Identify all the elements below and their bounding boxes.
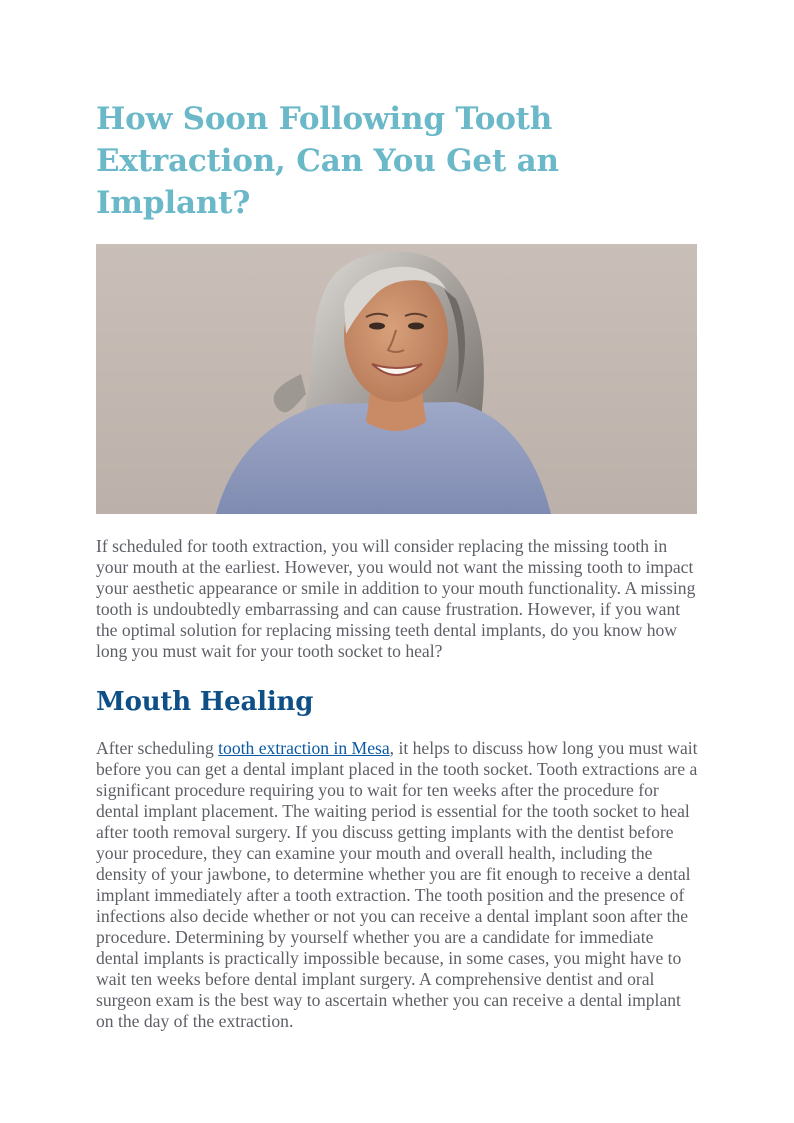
section-heading: Mouth Healing (96, 687, 314, 717)
article (96, 98, 698, 1032)
mouth-healing-paragraph (96, 738, 698, 1032)
intro-paragraph: If scheduled for tooth extraction, you will consider replacing the missing tooth in your mouth at the earliest. However, you would not want the missing tooth to impact your aesthetic appearance or smile in addition to your mouth functionality. A missing tooth is undoubtedly embarrassing and can cause frustration. However, if you want the optimal solution for replacing missing teeth dental implants, do you know how long you must wait for your tooth socket to heal? (96, 536, 696, 661)
smiling-woman-illustration (96, 244, 697, 514)
tooth-extraction-mesa-link[interactable]: tooth extraction in Mesa (218, 738, 390, 758)
page-title: How Soon Following Tooth Extraction, Can You Get an Implant? (96, 101, 559, 221)
hero-photo (96, 244, 697, 514)
paragraph-text-start: After scheduling (96, 738, 219, 758)
paragraph-text-end: , it helps to discuss how long you must wait before you can get a dental implant placed in the tooth socket. Tooth extractions are a significant procedure requiring you to wait for ten weeks after the procedure for dental implant placement. The waiting period is essential for the tooth socket to heal after tooth removal surgery. If you discuss getting implants with the dentist before your procedure, they can examine your mouth and overall health, including the density of your jawbone, to determine whether you are fit enough to receive a dental implant immediately after a tooth extraction. The tooth position and the presence of infections also decide whether or not you can receive a dental implant soon after the procedure. Determining by yourself whether you are a candidate for immediate dental implants is practically impossible because, in some cases, you might have to wait ten weeks before dental implant surgery. A comprehensive dentist and oral surgeon exam is the best way to ascertain whether you can receive a dental implant on the day of the extraction. (96, 738, 698, 1031)
